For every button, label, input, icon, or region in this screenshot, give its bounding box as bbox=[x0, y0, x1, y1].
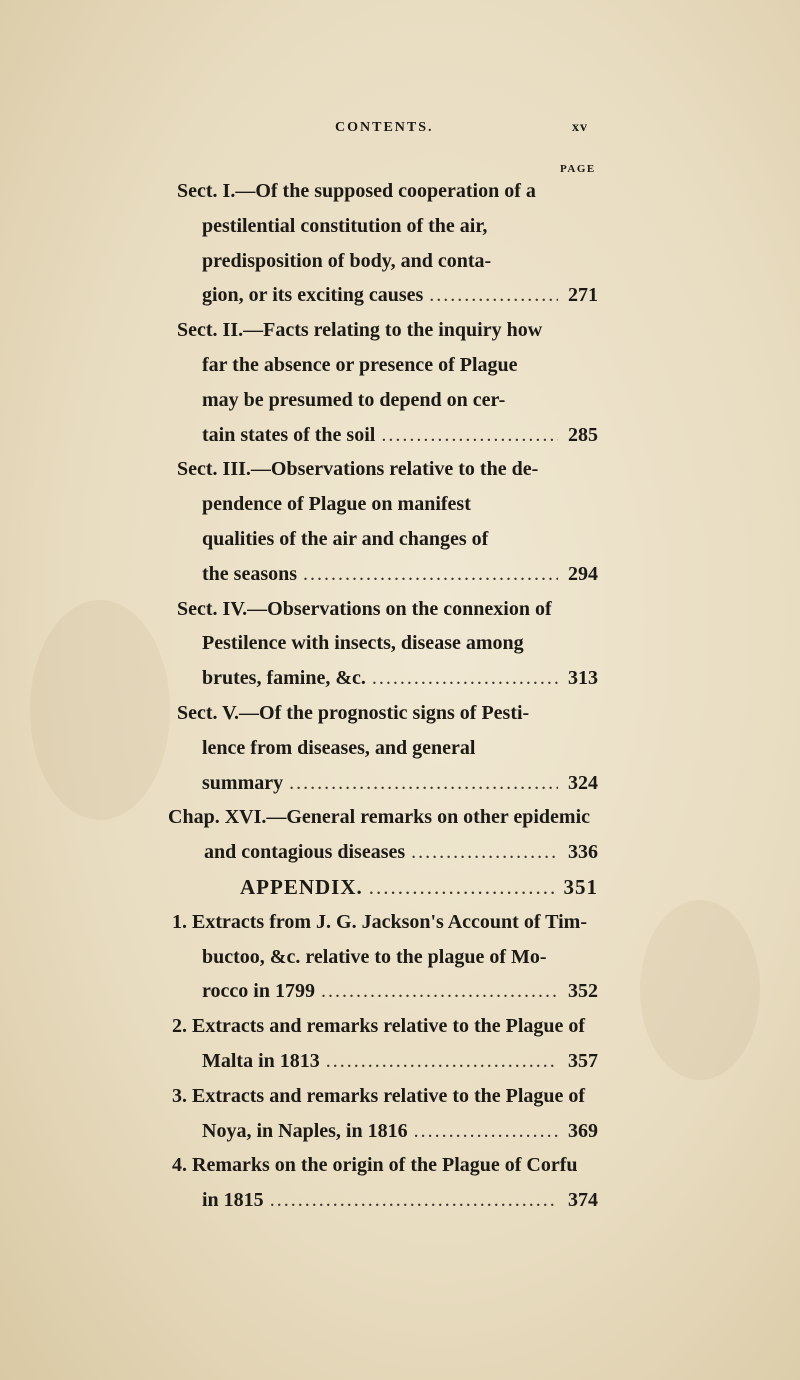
entry-line: 3. Extracts and remarks relative to the Plague of bbox=[172, 1084, 586, 1107]
toc-entry-sect-3 bbox=[0, 452, 800, 591]
entry-line: Noya, in Naples, in 1816 bbox=[202, 1119, 408, 1142]
appendix-heading: APPENDIX. bbox=[240, 874, 363, 899]
entry-line: brutes, famine, &c. bbox=[202, 667, 366, 690]
entry-page-number: 285 bbox=[568, 423, 598, 446]
entry-last-line bbox=[0, 766, 598, 801]
entry-last-line bbox=[0, 661, 598, 696]
dot-leader bbox=[429, 278, 558, 313]
toc-entry-appendix-1 bbox=[0, 905, 800, 1009]
dot-leader bbox=[270, 1183, 558, 1218]
entry-page-number: 374 bbox=[568, 1189, 598, 1212]
entry-line: Malta in 1813 bbox=[202, 1049, 320, 1072]
entry-last-line bbox=[0, 557, 598, 592]
entry-line: pestilential constitution of the air, bbox=[202, 214, 488, 237]
entry-line: qualities of the air and changes of bbox=[202, 527, 489, 550]
entry-last-line bbox=[0, 870, 598, 905]
entry-line: Sect. III.—Observations relative to the de- bbox=[177, 458, 539, 481]
entry-line: rocco in 1799 bbox=[202, 980, 315, 1003]
entry-line: in 1815 bbox=[202, 1189, 264, 1212]
entry-line: the seasons bbox=[202, 562, 298, 585]
entry-page-number: 324 bbox=[568, 771, 598, 794]
entry-line: Sect. I.—Of the supposed cooperation of a bbox=[177, 180, 536, 202]
entry-line: Sect. II.—Facts relating to the inquiry how bbox=[177, 319, 543, 342]
toc-entry-chap-16 bbox=[0, 800, 800, 870]
page-column-label: PAGE bbox=[560, 163, 596, 175]
dot-leader bbox=[372, 661, 558, 696]
entry-line: Chap. XVI.—General remarks on other epidemic bbox=[168, 806, 591, 829]
toc-entry-sect-4 bbox=[0, 592, 800, 696]
entry-line: 4. Remarks on the origin of the Plague of Corfu bbox=[172, 1154, 578, 1177]
entry-last-line bbox=[0, 974, 598, 1009]
entry-page-number: 351 bbox=[563, 874, 598, 899]
entry-page-number: 369 bbox=[568, 1119, 598, 1142]
toc-entry-appendix bbox=[0, 870, 800, 905]
entry-line: pendence of Plague on manifest bbox=[202, 493, 471, 516]
entry-page-number: 313 bbox=[568, 667, 598, 690]
toc-entry-appendix-3 bbox=[0, 1079, 800, 1149]
dot-leader bbox=[289, 766, 558, 801]
entry-line: summary bbox=[202, 771, 284, 794]
toc-entry-sect-1 bbox=[0, 174, 800, 313]
toc-entry-appendix-2 bbox=[0, 1009, 800, 1079]
toc-entry-sect-5 bbox=[0, 696, 800, 800]
toc-entry-sect-2 bbox=[0, 313, 800, 452]
entry-last-line bbox=[0, 278, 598, 313]
entry-line: buctoo, &c. relative to the plague of Mo- bbox=[202, 945, 547, 968]
entry-page-number: 271 bbox=[568, 284, 598, 307]
entry-last-line bbox=[0, 835, 598, 870]
entry-line: and contagious diseases bbox=[204, 841, 406, 864]
entry-line: gion, or its exciting causes bbox=[202, 284, 424, 307]
entry-line: Sect. V.—Of the prognostic signs of Pesti- bbox=[177, 701, 530, 724]
entry-line: may be presumed to depend on cer- bbox=[202, 388, 506, 411]
dot-leader bbox=[303, 557, 558, 592]
entry-line: Pestilence with insects, disease among bbox=[202, 632, 524, 655]
dot-leader bbox=[369, 870, 558, 905]
entry-page-number: 352 bbox=[568, 980, 598, 1003]
entry-last-line bbox=[0, 1114, 598, 1149]
entry-line: tain states of the soil bbox=[202, 423, 376, 446]
table-of-contents bbox=[0, 174, 800, 1218]
entry-line: far the absence or presence of Plague bbox=[202, 353, 518, 376]
entry-line: 1. Extracts from J. G. Jackson's Account of Tim- bbox=[172, 910, 587, 933]
entry-page-number: 357 bbox=[568, 1049, 598, 1072]
entry-page-number: 336 bbox=[568, 841, 598, 864]
dot-leader bbox=[414, 1114, 558, 1149]
entry-line: 2. Extracts and remarks relative to the Plague of bbox=[172, 1015, 586, 1038]
running-title: CONTENTS. bbox=[335, 120, 434, 135]
entry-last-line bbox=[0, 418, 598, 453]
entry-page-number: 294 bbox=[568, 562, 598, 585]
dot-leader bbox=[326, 1044, 558, 1079]
dot-leader bbox=[381, 418, 558, 453]
entry-last-line bbox=[0, 1044, 598, 1079]
entry-line: Sect. IV.—Observations on the connexion of bbox=[177, 597, 552, 620]
entry-line: predisposition of body, and conta- bbox=[202, 249, 492, 272]
dot-leader bbox=[411, 835, 558, 870]
running-page-number: xv bbox=[572, 120, 588, 135]
running-head bbox=[0, 120, 800, 140]
toc-entry-appendix-4 bbox=[0, 1148, 800, 1218]
entry-line: lence from diseases, and general bbox=[202, 736, 476, 759]
dot-leader bbox=[321, 974, 558, 1009]
entry-last-line bbox=[0, 1183, 598, 1218]
